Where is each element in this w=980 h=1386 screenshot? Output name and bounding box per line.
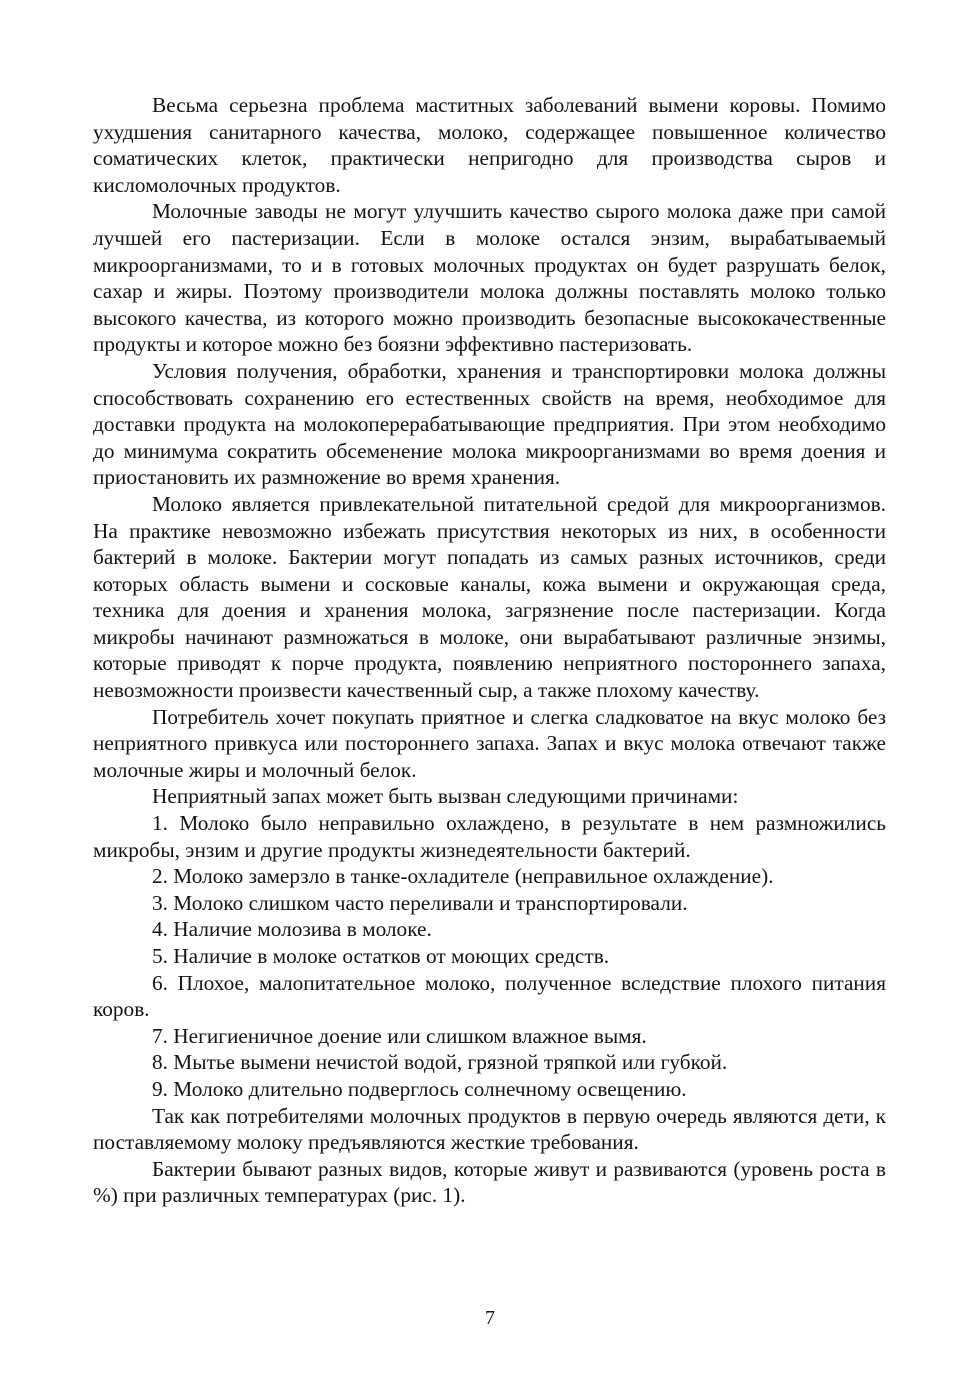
list-item-cause-3: 3. Молоко слишком часто переливали и транспортировали. bbox=[152, 890, 688, 915]
paragraph-microorganisms: Молоко является привлекательной питательной средой для микроорганизмов. На практике невозможно избежать присутствия некоторых из них, в особенности бактерий в молоке. Бактерии могут попадать из самых разных источников, среди которых область вымени и сосковые каналы, кожа вымени и окружающая среда, техника для доения и хранения молока, загрязнение после пастеризации. Когда микробы начинают размножаться в молоке, они вырабатывают различные энзимы, которые приводят к порче продукта, появлению неприятного постороннего запаха, невозможности произвести качественный сыр, а также плохому качеству. bbox=[93, 491, 886, 703]
list-item-cause-8: 8. Мытье вымени нечистой водой, грязной тряпкой или губкой. bbox=[152, 1050, 728, 1075]
paragraph-mastitis: Весьма серьезна проблема маститных заболеваний вымени коровы. Помимо ухудшения санитарного качества, молоко, содержащее повышенное количество соматических клеток, практически непригодно для производства сыров и кисломолочных продуктов. bbox=[93, 93, 886, 197]
paragraph-bacteria-types: Бактерии бывают разных видов, которые живут и развиваются (уровень роста в %) при различных температурах (рис. 1). bbox=[93, 1156, 886, 1208]
paragraph-odor-causes-intro: Неприятный запах может быть вызван следующими причинами: bbox=[152, 784, 739, 809]
page-number: 7 bbox=[485, 1307, 495, 1329]
list-item-cause-6: 6. Плохое, малопитательное молоко, полученное вследствие плохого питания коров. bbox=[93, 970, 886, 1022]
paragraph-requirements: Так как потребителями молочных продуктов в первую очередь являются дети, к поставляемому молоку предъявляются жесткие требования. bbox=[93, 1103, 886, 1155]
paragraph-storage-conditions: Условия получения, обработки, хранения и транспортировки молока должны способствовать сохранению его естественных свойств на время, необходимое для доставки продукта на молокоперерабатывающие предприятия. При этом необходимо до минимума сократить обсеменение молока микроорганизмами во время доения и приостановить их размножение во время хранения. bbox=[93, 358, 886, 490]
paragraph-dairy-plants: Молочные заводы не могут улучшить качество сырого молока даже при самой лучшей его пастеризации. Если в молоке остался энзим, вырабатываемый микроорганизмами, то и в готовых молочных продуктах он будет разрушать белок, сахар и жиры. Поэтому производители молока должны поставлять молоко только высокого качества, из которого можно производить безопасные высококачественные продукты и которое можно без боязни эффективно пастеризовать. bbox=[93, 199, 886, 357]
list-item-cause-1: 1. Молоко было неправильно охлаждено, в результате в нем размножились микробы, энзим и другие продукты жизнедеятельности бактерий. bbox=[93, 811, 886, 862]
list-item-cause-5: 5. Наличие в молоке остатков от моющих средств. bbox=[152, 944, 610, 968]
list-item-cause-4: 4. Наличие молозива в молоке. bbox=[152, 917, 432, 942]
list-item-cause-2: 2. Молоко замерзло в танке-охладителе (неправильное охлаждение). bbox=[152, 864, 774, 889]
page-body bbox=[93, 92, 886, 1209]
paragraph-consumer: Потребитель хочет покупать приятное и слегка сладковатое на вкус молоко без неприятного привкуса или постороннего запаха. Запах и вкус молока отвечают также молочные жиры и молочный белок. bbox=[93, 704, 886, 782]
list-item-cause-7: 7. Негигиеничное доение или слишком влажное вымя. bbox=[152, 1023, 647, 1048]
list-item-cause-9: 9. Молоко длительно подверглось солнечному освещению. bbox=[152, 1076, 687, 1101]
